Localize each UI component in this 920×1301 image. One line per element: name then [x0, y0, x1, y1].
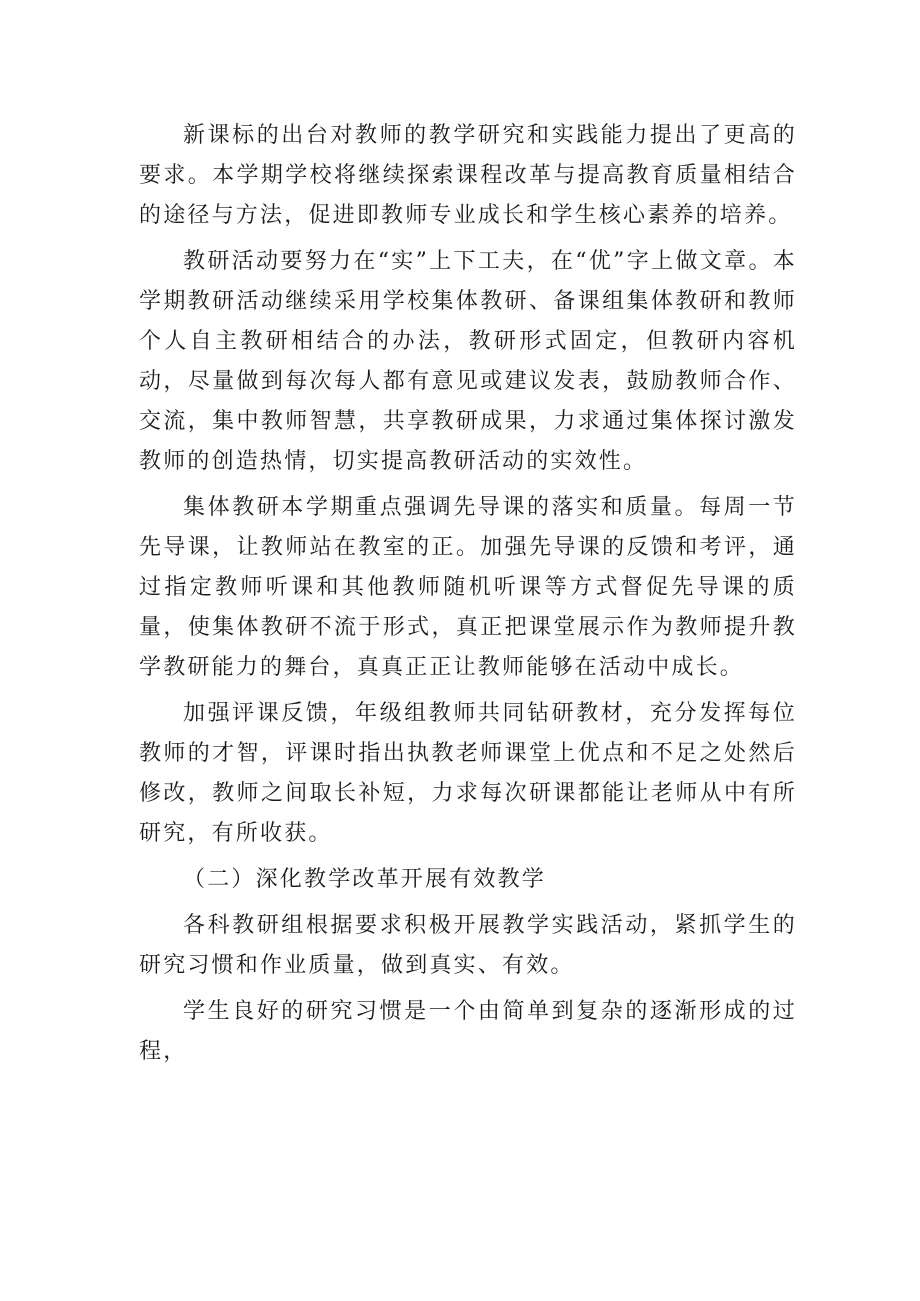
document-body [139, 116, 797, 1078]
paragraph-2: 教研活动要努力在“实”上下工夫，在“优”字上做文章。本学期教研活动继续采用学校集体教研、备课组集体教研和教师个人自主教研相结合的办法，教研形式固定，但教研内容机动，尽量做到每次每人都有意见或建议发表，鼓励教师合作、交流，集中教师智慧，共享教研成果，力求通过集体探讨激发教师的创造热情，切实提高教研活动的实效性。 [139, 249, 797, 474]
paragraph-3: 集体教研本学期重点强调先导课的落实和质量。每周一节先导课，让教师站在教室的正。加强先导课的反馈和考评，通过指定教师听课和其他教师随机听课等方式督促先导课的质量，使集体教研不流于形式，真正把课堂展示作为教师提升教学教研能力的舞台，真真正正让教师能够在活动中成长。 [139, 495, 797, 680]
paragraph-5: 各科教研组根据要求积极开展教学实践活动，紧抓学生的研究习惯和作业质量，做到真实、有效。 [139, 913, 797, 978]
paragraph-4: 加强评课反馈，年级组教师共同钻研教材，充分发挥每位教师的才智，评课时指出执教老师课堂上优点和不足之处然后修改，教师之间取长补短，力求每次研课都能让老师从中有所研究，有所收获。 [139, 701, 797, 846]
paragraph-6: 学生良好的研究习惯是一个由简单到复杂的逐渐形成的过程， [139, 999, 797, 1064]
paragraph-1: 新课标的出台对教师的教学研究和实践能力提出了更高的要求。本学期学校将继续探索课程改革与提高教育质量相结合的途径与方法，促进即教师专业成长和学生核心素养的培养。 [139, 123, 797, 228]
section-heading: （二）深化教学改革开展有效教学 [183, 867, 547, 892]
